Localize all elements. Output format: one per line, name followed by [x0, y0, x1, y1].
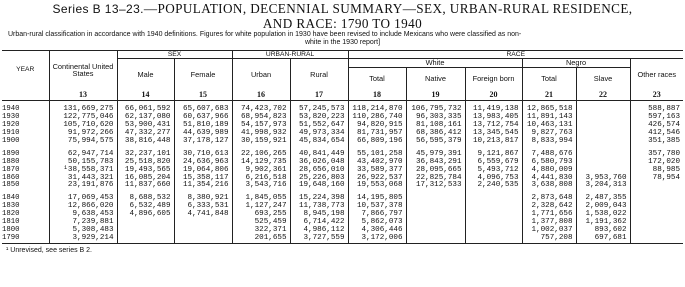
- year-cell: 1940: [2, 105, 20, 114]
- year-cell: 1870: [2, 165, 20, 174]
- value-cell: 8,380,921: [174, 195, 232, 203]
- value-cell: 11,891,143: [522, 114, 576, 122]
- col-female: Female: [174, 59, 232, 90]
- year-cell: 1850: [2, 181, 20, 190]
- value-cell: 65,607,683: [174, 106, 232, 114]
- value-cell: [117, 235, 174, 243]
- value-cell: 31,443,321: [49, 175, 117, 183]
- col-number: 17: [290, 89, 348, 101]
- value-cell: 3,172,006: [348, 235, 406, 243]
- value-cell: 47,332,277: [117, 130, 174, 138]
- value-cell: 4,306,446: [348, 227, 406, 235]
- value-cell: 426,574: [630, 122, 683, 130]
- col-foreign-born: Foreign born: [465, 67, 522, 89]
- col-other-races: Other races: [630, 59, 683, 90]
- title-line-1: —POPULATION, DECENNIAL SUMMARY—SEX, URBAN-RURAL RESIDENCE,: [143, 1, 633, 16]
- value-cell: 12,866,020: [49, 203, 117, 211]
- value-cell: 68,954,823: [232, 114, 290, 122]
- col-white-total: Total: [348, 67, 406, 89]
- value-cell: 17,312,533: [406, 182, 465, 190]
- value-cell: [174, 227, 232, 235]
- value-cell: 757,208: [522, 235, 576, 243]
- year-cell: 1920: [2, 121, 20, 130]
- value-cell: 172,020: [630, 159, 683, 167]
- col-male: Male: [117, 59, 174, 90]
- value-cell: 8,833,994: [522, 138, 576, 146]
- value-cell: 78,954: [630, 175, 683, 183]
- value-cell: 25,226,803: [290, 175, 348, 183]
- value-cell: 81,731,957: [348, 130, 406, 138]
- col-group-urban-rural: URBAN-RURAL: [232, 50, 348, 59]
- value-cell: 25,518,820: [117, 159, 174, 167]
- value-cell: 28,656,010: [290, 167, 348, 175]
- value-cell: [630, 219, 683, 227]
- value-cell: 4,986,112: [290, 227, 348, 235]
- value-cell: ¹38,558,371: [49, 167, 117, 175]
- value-cell: 53,820,223: [290, 114, 348, 122]
- value-cell: 13,345,545: [465, 130, 522, 138]
- value-cell: 53,900,431: [117, 122, 174, 130]
- value-cell: 3,953,760: [576, 175, 630, 183]
- col-number: 16: [232, 89, 290, 101]
- value-cell: 6,559,679: [465, 159, 522, 167]
- value-cell: 19,553,068: [348, 182, 406, 190]
- value-cell: 16,085,204: [117, 175, 174, 183]
- value-cell: 75,994,575: [49, 138, 117, 146]
- col-group-negro: Negro: [522, 59, 630, 68]
- col-number: 22: [576, 89, 630, 101]
- year-cell: 1840: [2, 194, 20, 203]
- value-cell: 33,589,377: [348, 167, 406, 175]
- value-cell: 5,493,712: [465, 167, 522, 175]
- value-cell: [630, 203, 683, 211]
- value-cell: 26,922,537: [348, 175, 406, 183]
- value-cell: [406, 203, 465, 211]
- value-cell: 88,985: [630, 167, 683, 175]
- subtitle-line-2: white in the 1930 report]: [304, 39, 381, 47]
- value-cell: 51,810,189: [174, 122, 232, 130]
- subtitle-line-1: Urban-rural classification in accordance with 1940 definitions. Figures for white population in 1930 have been revised to include Mexicans who were classified as non-: [8, 31, 522, 38]
- col-number: 20: [465, 89, 522, 101]
- value-cell: 893,602: [576, 227, 630, 235]
- population-table: [2, 50, 683, 244]
- value-cell: 81,108,161: [406, 122, 465, 130]
- value-cell: 36,026,048: [290, 159, 348, 167]
- col-continental: Continental United States: [49, 50, 117, 89]
- value-cell: [576, 114, 630, 122]
- value-cell: [630, 182, 683, 190]
- value-cell: [576, 122, 630, 130]
- value-cell: [630, 235, 683, 243]
- value-cell: 3,543,716: [232, 182, 290, 190]
- page: [2, 0, 683, 287]
- title-line-2: AND RACE: 1790 TO 1940: [262, 15, 423, 31]
- value-cell: 14,129,735: [232, 159, 290, 167]
- year-cell: 1830: [2, 202, 20, 211]
- value-cell: 588,887: [630, 106, 683, 114]
- value-cell: 91,972,266: [49, 130, 117, 138]
- value-cell: 8,945,198: [290, 211, 348, 219]
- col-number: 19: [406, 89, 465, 101]
- value-cell: [406, 235, 465, 243]
- table-row: [2, 235, 683, 243]
- value-cell: 38,816,448: [117, 138, 174, 146]
- value-cell: 2,873,648: [522, 195, 576, 203]
- col-group-sex: SEX: [117, 50, 232, 59]
- value-cell: 1,191,362: [576, 219, 630, 227]
- value-cell: 10,463,131: [522, 122, 576, 130]
- value-cell: 4,441,830: [522, 175, 576, 183]
- value-cell: 4,096,753: [465, 175, 522, 183]
- value-cell: 45,834,654: [290, 138, 348, 146]
- value-cell: [576, 106, 630, 114]
- value-cell: 6,216,518: [232, 175, 290, 183]
- value-cell: 351,385: [630, 138, 683, 146]
- value-cell: 96,303,335: [406, 114, 465, 122]
- value-cell: [576, 159, 630, 167]
- value-cell: 6,714,422: [290, 219, 348, 227]
- value-cell: 697,681: [576, 235, 630, 243]
- value-cell: 13,712,754: [465, 122, 522, 130]
- value-cell: 23,191,876: [49, 182, 117, 190]
- value-cell: 17,069,453: [49, 195, 117, 203]
- value-cell: 15,224,398: [290, 195, 348, 203]
- table-row: [2, 138, 683, 146]
- value-cell: 94,820,915: [348, 122, 406, 130]
- value-cell: 4,896,605: [117, 211, 174, 219]
- value-cell: 19,064,806: [174, 167, 232, 175]
- value-cell: [465, 211, 522, 219]
- value-cell: 597,163: [630, 114, 683, 122]
- value-cell: 122,775,046: [49, 114, 117, 122]
- footnote: ¹ Unrevised, see series B 2.: [6, 246, 92, 254]
- year-cell: 1930: [2, 113, 20, 122]
- value-cell: 2,240,535: [465, 182, 522, 190]
- value-cell: 32,237,101: [117, 151, 174, 159]
- value-cell: 11,419,138: [465, 106, 522, 114]
- year-cell: 1800: [2, 226, 20, 234]
- value-cell: 30,159,921: [232, 138, 290, 146]
- value-cell: [117, 219, 174, 227]
- value-cell: [465, 219, 522, 227]
- value-cell: 11,738,773: [290, 203, 348, 211]
- value-cell: 13,983,405: [465, 114, 522, 122]
- value-cell: [465, 203, 522, 211]
- value-cell: 56,595,379: [406, 138, 465, 146]
- value-cell: 525,459: [232, 219, 290, 227]
- value-cell: 3,204,313: [576, 182, 630, 190]
- value-cell: 55,101,258: [348, 151, 406, 159]
- value-cell: 11,837,660: [117, 182, 174, 190]
- value-cell: 8,688,532: [117, 195, 174, 203]
- value-cell: [174, 235, 232, 243]
- year-cell: 1900: [2, 136, 20, 145]
- value-cell: 1,002,037: [522, 227, 576, 235]
- value-cell: 6,580,793: [522, 159, 576, 167]
- value-cell: 40,841,449: [290, 151, 348, 159]
- value-cell: 54,157,973: [232, 122, 290, 130]
- value-cell: 15,358,117: [174, 175, 232, 183]
- value-cell: 1,845,055: [232, 195, 290, 203]
- value-cell: [576, 151, 630, 159]
- value-cell: 4,880,009: [522, 167, 576, 175]
- value-cell: 10,213,817: [465, 138, 522, 146]
- value-cell: 2,487,355: [576, 195, 630, 203]
- col-rural: Rural: [290, 59, 348, 90]
- value-cell: 24,636,963: [174, 159, 232, 167]
- col-number-blank: [2, 89, 49, 101]
- value-cell: 9,121,867: [465, 151, 522, 159]
- table-body: [2, 101, 683, 244]
- year-cell: 1790: [2, 235, 49, 243]
- value-cell: 7,488,676: [522, 151, 576, 159]
- value-cell: 9,827,763: [522, 130, 576, 138]
- value-cell: [465, 195, 522, 203]
- value-cell: 201,655: [232, 235, 290, 243]
- value-cell: 22,825,784: [406, 175, 465, 183]
- value-cell: 12,865,518: [522, 106, 576, 114]
- year-cell: 1910: [2, 129, 20, 138]
- value-cell: [406, 227, 465, 235]
- value-cell: 19,648,160: [290, 182, 348, 190]
- value-cell: 37,178,127: [174, 138, 232, 146]
- value-cell: 1,377,808: [522, 219, 576, 227]
- value-cell: 6,333,531: [174, 203, 232, 211]
- value-cell: 19,493,565: [117, 167, 174, 175]
- col-number: 13: [49, 89, 117, 101]
- value-cell: 110,286,740: [348, 114, 406, 122]
- col-year: YEAR: [2, 50, 49, 89]
- value-cell: [406, 211, 465, 219]
- value-cell: 118,214,870: [348, 106, 406, 114]
- value-cell: 6,532,489: [117, 203, 174, 211]
- value-cell: 9,638,453: [49, 211, 117, 219]
- value-cell: 3,638,808: [522, 182, 576, 190]
- value-cell: 5,862,073: [348, 219, 406, 227]
- value-cell: 1,538,022: [576, 211, 630, 219]
- col-number: 18: [348, 89, 406, 101]
- year-cell: 1860: [2, 173, 20, 182]
- value-cell: 131,669,275: [49, 106, 117, 114]
- col-number: 14: [117, 89, 174, 101]
- col-negro-total: Total: [522, 67, 576, 89]
- value-cell: 51,552,647: [290, 122, 348, 130]
- value-cell: 106,795,732: [406, 106, 465, 114]
- value-cell: [406, 219, 465, 227]
- year-cell: 1890: [2, 149, 20, 158]
- table-row: [2, 182, 683, 190]
- value-cell: 9,902,361: [232, 167, 290, 175]
- value-cell: 5,308,483: [49, 227, 117, 235]
- value-cell: 36,843,291: [406, 159, 465, 167]
- value-cell: 3,727,559: [290, 235, 348, 243]
- value-cell: 66,061,592: [117, 106, 174, 114]
- value-cell: 28,095,665: [406, 167, 465, 175]
- value-cell: [630, 195, 683, 203]
- value-cell: [465, 227, 522, 235]
- value-cell: 45,979,391: [406, 151, 465, 159]
- value-cell: 22,106,265: [232, 151, 290, 159]
- value-cell: 105,710,620: [49, 122, 117, 130]
- col-group-white: White: [348, 59, 522, 68]
- col-urban: Urban: [232, 59, 290, 90]
- value-cell: 60,637,966: [174, 114, 232, 122]
- value-cell: [465, 235, 522, 243]
- year-cell: 1810: [2, 218, 20, 227]
- col-slave: Slave: [576, 67, 630, 89]
- value-cell: 43,402,970: [348, 159, 406, 167]
- series-label: Series B 13–23.: [52, 2, 144, 16]
- value-cell: 66,809,196: [348, 138, 406, 146]
- value-cell: 1,127,247: [232, 203, 290, 211]
- value-cell: [576, 130, 630, 138]
- value-cell: 44,639,989: [174, 130, 232, 138]
- col-number: 21: [522, 89, 576, 101]
- year-cell: 1880: [2, 157, 20, 166]
- col-number: 15: [174, 89, 232, 101]
- value-cell: 62,137,080: [117, 114, 174, 122]
- value-cell: 322,371: [232, 227, 290, 235]
- value-cell: [576, 138, 630, 146]
- value-cell: 49,973,334: [290, 130, 348, 138]
- value-cell: 7,239,881: [49, 219, 117, 227]
- value-cell: 1,771,656: [522, 211, 576, 219]
- col-native: Native: [406, 67, 465, 89]
- value-cell: 4,741,848: [174, 211, 232, 219]
- value-cell: [630, 227, 683, 235]
- value-cell: 62,947,714: [49, 151, 117, 159]
- value-cell: 7,866,797: [348, 211, 406, 219]
- value-cell: 3,929,214: [49, 235, 117, 243]
- value-cell: [174, 219, 232, 227]
- col-number: 23: [630, 89, 683, 101]
- value-cell: 30,710,613: [174, 151, 232, 159]
- value-cell: 10,537,378: [348, 203, 406, 211]
- value-cell: [406, 195, 465, 203]
- page-title: [2, 0, 683, 30]
- value-cell: 57,245,573: [290, 106, 348, 114]
- value-cell: 50,155,783: [49, 159, 117, 167]
- year-cell: 1820: [2, 210, 20, 219]
- value-cell: 412,546: [630, 130, 683, 138]
- value-cell: 2,009,043: [576, 203, 630, 211]
- value-cell: [117, 227, 174, 235]
- value-cell: 11,354,216: [174, 182, 232, 190]
- value-cell: 2,328,642: [522, 203, 576, 211]
- value-cell: 357,780: [630, 151, 683, 159]
- value-cell: 41,998,932: [232, 130, 290, 138]
- subtitle: [2, 30, 683, 48]
- value-cell: 693,255: [232, 211, 290, 219]
- value-cell: 68,386,412: [406, 130, 465, 138]
- value-cell: 74,423,702: [232, 106, 290, 114]
- value-cell: 14,195,805: [348, 195, 406, 203]
- col-group-race: RACE: [348, 50, 683, 59]
- value-cell: [630, 211, 683, 219]
